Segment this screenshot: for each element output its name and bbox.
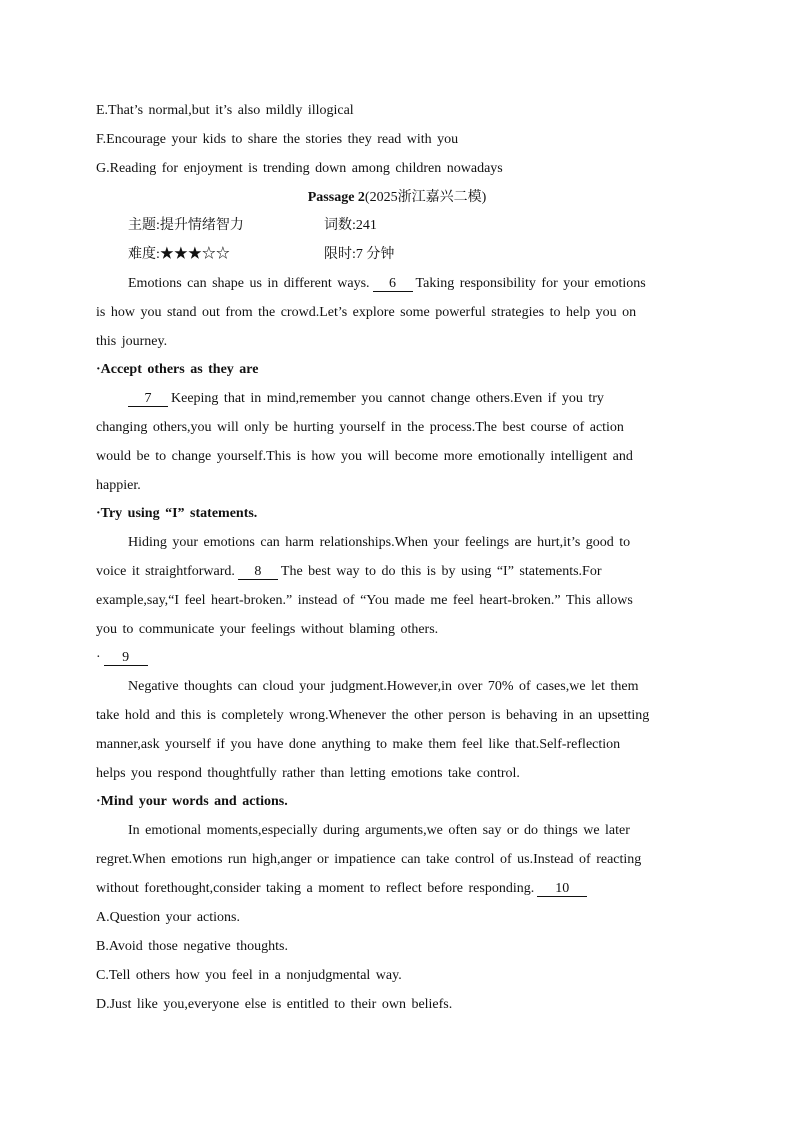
sec1-line-2: changing others,you will only be hurting yourself in the process.The best course of action bbox=[96, 420, 624, 435]
section-heading-accept: ·Accept others as they are bbox=[96, 362, 259, 377]
sec4-line-2: regret.When emotions run high,anger or impatience can take control of us.Instead of reacting bbox=[96, 852, 642, 867]
sec1-line-1 bbox=[128, 390, 604, 408]
option-g: G.Reading for enjoyment is trending down among children nowadays bbox=[96, 161, 503, 176]
option-e: E.That’s normal,but it’s also mildly illogical bbox=[96, 103, 354, 118]
sec2-line-1: Hiding your emotions can harm relationships.When your feelings are hurt,it’s good to bbox=[128, 535, 631, 550]
wordcount-row bbox=[324, 217, 377, 235]
blank-6[interactable]: 6 bbox=[373, 276, 413, 292]
difficulty-stars: ★★★☆☆ bbox=[159, 247, 230, 262]
topic-row bbox=[128, 217, 244, 235]
blank-8[interactable]: 8 bbox=[238, 564, 278, 580]
sec2-text-a: voice it straightforward. bbox=[96, 564, 235, 579]
sec3-line-1: Negative thoughts can cloud your judgment.However,in over 70% of cases,we let them bbox=[128, 679, 639, 694]
intro-text-b: Taking responsibility for your emotions bbox=[415, 276, 646, 291]
sec4-line-3 bbox=[96, 880, 590, 898]
sec1-line-3: would be to change yourself.This is how you will become more emotionally intelligent and bbox=[96, 449, 633, 464]
option-a: A.Question your actions. bbox=[96, 910, 240, 925]
passage-source: (2025浙江嘉兴二模) bbox=[364, 190, 487, 205]
wordcount-value: 241 bbox=[355, 218, 377, 233]
sec2-line-2 bbox=[96, 563, 601, 581]
sec2-text-b: The best way to do this is by using “I” statements.For bbox=[280, 564, 602, 579]
timelimit-label: 限时: bbox=[324, 247, 356, 262]
intro-text-a: Emotions can shape us in different ways. bbox=[128, 276, 370, 291]
intro-line-2: is how you stand out from the crowd.Let’s explore some powerful strategies to help you on bbox=[96, 305, 637, 320]
intro-line-1 bbox=[128, 275, 646, 293]
sec3-heading bbox=[96, 649, 151, 667]
option-d: D.Just like you,everyone else is entitled to their own beliefs. bbox=[96, 997, 453, 1012]
option-c: C.Tell others how you feel in a nonjudgmental way. bbox=[96, 968, 402, 983]
option-f: F.Encourage your kids to share the stories they read with you bbox=[96, 132, 459, 147]
option-b: B.Avoid those negative thoughts. bbox=[96, 939, 288, 954]
passage-title bbox=[0, 189, 794, 207]
sec1-text-1: Keeping that in mind,remember you cannot change others.Even if you try bbox=[171, 391, 604, 406]
sec3-line-3: manner,ask yourself if you have done anything to make them feel like that.Self-reflection bbox=[96, 737, 621, 752]
sec4-text-a: without forethought,consider taking a moment to reflect before responding. bbox=[96, 881, 535, 896]
difficulty-label: 难度: bbox=[128, 247, 160, 262]
sec3-line-4: helps you respond thoughtfully rather than letting emotions take control. bbox=[96, 766, 520, 781]
section-heading-i-statements: ·Try using “I” statements. bbox=[96, 506, 258, 521]
sec2-line-3: example,say,“I feel heart-broken.” instead of “You made me feel heart-broken.” This allows bbox=[96, 593, 633, 608]
sec1-line-4: happier. bbox=[96, 478, 141, 493]
sec4-line-1: In emotional moments,especially during arguments,we often say or do things we later bbox=[128, 823, 630, 838]
difficulty-row bbox=[128, 246, 230, 264]
blank-9[interactable]: 9 bbox=[104, 650, 148, 666]
topic-value: 提升情绪智力 bbox=[159, 218, 244, 233]
intro-line-3: this journey. bbox=[96, 334, 168, 349]
timelimit-row bbox=[324, 246, 394, 264]
passage-title-text: Passage 2 bbox=[307, 190, 365, 205]
timelimit-value: 7 分钟 bbox=[355, 247, 395, 262]
sec3-line-2: take hold and this is completely wrong.Whenever the other person is behaving in an upsetting bbox=[96, 708, 650, 723]
sec3-bullet: · bbox=[96, 650, 101, 665]
topic-label: 主题: bbox=[128, 218, 160, 233]
blank-10[interactable]: 10 bbox=[537, 881, 587, 897]
sec2-line-4: you to communicate your feelings without blaming others. bbox=[96, 622, 439, 637]
wordcount-label: 词数: bbox=[324, 218, 356, 233]
blank-7[interactable]: 7 bbox=[128, 391, 168, 407]
section-heading-mind-words: ·Mind your words and actions. bbox=[96, 794, 288, 809]
